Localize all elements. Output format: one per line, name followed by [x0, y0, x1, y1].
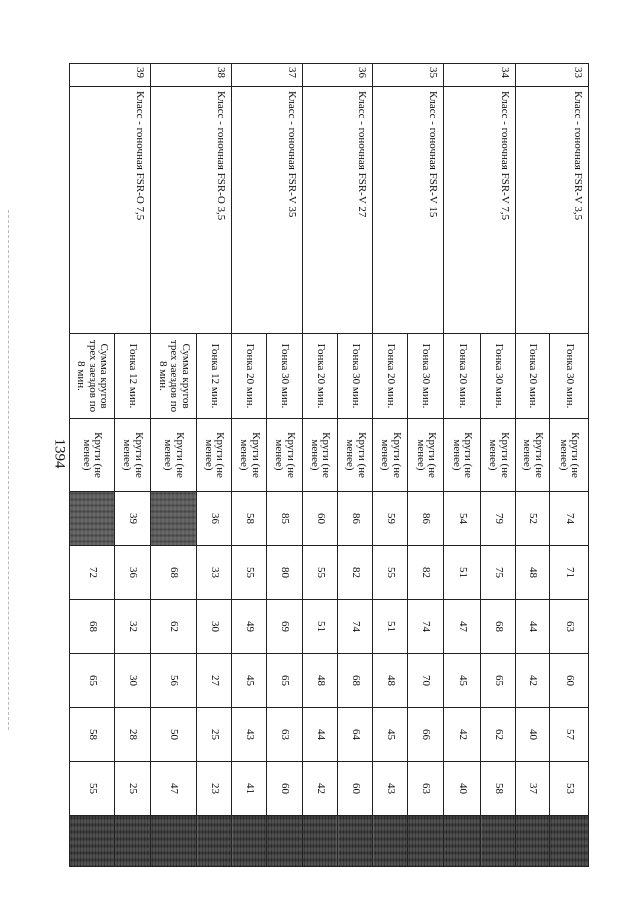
value-cell: 74: [549, 492, 588, 546]
value-cell: 58: [232, 492, 267, 546]
race-type-cell: Сумма кругов трех заездов по 8 мин.: [70, 334, 115, 419]
qualification-table: [69, 63, 589, 867]
unit-cell: Круги (не менее): [516, 419, 549, 492]
value-cell: 27: [196, 654, 231, 708]
value-cell: 82: [408, 546, 443, 600]
table-row: [196, 64, 231, 867]
value-cell: 47: [443, 600, 480, 654]
shaded-column-cell: [373, 816, 408, 867]
shaded-column-cell: [408, 816, 443, 867]
shaded-column-cell: [267, 816, 302, 867]
value-cell: 42: [516, 654, 549, 708]
shaded-column-cell: [151, 816, 197, 867]
shaded-column-cell: [232, 816, 267, 867]
unit-cell: Круги (не менее): [337, 419, 372, 492]
value-cell: 42: [302, 762, 337, 816]
scan-margin-line: [8, 210, 9, 730]
value-cell: 60: [549, 654, 588, 708]
row-number-cell: 39: [70, 64, 151, 87]
table-body: [70, 64, 589, 867]
race-type-cell: Сумма кругов трех заездов по 8 мин.: [151, 334, 197, 419]
value-cell: 45: [232, 654, 267, 708]
shaded-column-cell: [70, 816, 115, 867]
class-name-cell: Класс - гоночная FSR-V 3,5: [516, 87, 589, 334]
row-number-cell: 35: [373, 64, 444, 87]
shaded-column-cell: [196, 816, 231, 867]
table-row: [481, 64, 516, 867]
race-type-cell: Гонка 20 мин.: [302, 334, 337, 419]
value-cell: 25: [196, 708, 231, 762]
value-cell: 57: [549, 708, 588, 762]
class-name-cell: Класс - гоночная FSR-V 27: [302, 87, 373, 334]
race-type-cell: Гонка 30 мин.: [337, 334, 372, 419]
class-name-cell: Класс - гоночная FSR-O 7,5: [70, 87, 151, 334]
class-name-cell: Класс - гоночная FSR-V 35: [232, 87, 303, 334]
value-cell: 30: [114, 654, 150, 708]
race-type-cell: Гонка 20 мин.: [443, 334, 480, 419]
race-type-cell: Гонка 30 мин.: [408, 334, 443, 419]
unit-cell: Круги (не менее): [302, 419, 337, 492]
value-cell: 63: [549, 600, 588, 654]
shaded-column-cell: [481, 816, 516, 867]
value-cell: 49: [232, 600, 267, 654]
race-type-cell: Гонка 30 мин.: [267, 334, 302, 419]
value-cell: 75: [481, 546, 516, 600]
value-cell: 68: [337, 654, 372, 708]
shaded-column-cell: [302, 816, 337, 867]
page-number: 1394: [51, 438, 68, 469]
race-type-cell: Гонка 20 мин.: [232, 334, 267, 419]
value-cell: 58: [481, 762, 516, 816]
value-cell: 48: [373, 654, 408, 708]
race-type-cell: Гонка 12 мин.: [196, 334, 231, 419]
value-cell: 63: [267, 708, 302, 762]
rotated-table-frame: [69, 63, 589, 866]
race-type-cell: Гонка 30 мин.: [549, 334, 588, 419]
value-cell: 70: [408, 654, 443, 708]
value-cell: 44: [516, 600, 549, 654]
value-cell: 68: [151, 546, 197, 600]
value-cell: 48: [302, 654, 337, 708]
class-name-cell: Класс - гоночная FSR-V 7,5: [443, 87, 516, 334]
value-cell: 68: [481, 600, 516, 654]
value-cell: 40: [516, 708, 549, 762]
value-cell: 82: [337, 546, 372, 600]
shaded-column-cell: [516, 816, 549, 867]
unit-cell: Круги (не менее): [70, 419, 115, 492]
value-cell: 74: [337, 600, 372, 654]
value-cell: 47: [151, 762, 197, 816]
value-cell: 74: [408, 600, 443, 654]
unit-cell: Круги (не менее): [373, 419, 408, 492]
unit-cell: Круги (не менее): [232, 419, 267, 492]
value-cell: 40: [443, 762, 480, 816]
value-cell: 55: [373, 546, 408, 600]
unit-cell: Круги (не менее): [549, 419, 588, 492]
value-cell: 55: [302, 546, 337, 600]
value-cell: 36: [196, 492, 231, 546]
value-cell: 44: [302, 708, 337, 762]
value-cell: 85: [267, 492, 302, 546]
value-cell: 32: [114, 600, 150, 654]
value-cell: 64: [337, 708, 372, 762]
value-cell: 60: [267, 762, 302, 816]
table-row: [267, 64, 302, 867]
unit-cell: Круги (не менее): [443, 419, 480, 492]
value-cell: 59: [373, 492, 408, 546]
row-number-cell: 38: [151, 64, 232, 87]
value-cell: 28: [114, 708, 150, 762]
row-number-cell: 36: [302, 64, 373, 87]
value-cell: 48: [516, 546, 549, 600]
value-cell: 33: [196, 546, 231, 600]
race-type-cell: Гонка 20 мин.: [373, 334, 408, 419]
value-cell: 55: [232, 546, 267, 600]
table-row: [549, 64, 588, 867]
shaded-cell: [70, 492, 115, 546]
unit-cell: Круги (не менее): [196, 419, 231, 492]
row-number-cell: 33: [516, 64, 589, 87]
value-cell: 50: [151, 708, 197, 762]
class-name-cell: Класс - гоночная FSR-O 3,5: [151, 87, 232, 334]
value-cell: 65: [70, 654, 115, 708]
table-row: [337, 64, 372, 867]
value-cell: 66: [408, 708, 443, 762]
class-name-cell: Класс - гоночная FSR-V 15: [373, 87, 444, 334]
value-cell: 45: [443, 654, 480, 708]
value-cell: 51: [443, 546, 480, 600]
value-cell: 51: [302, 600, 337, 654]
value-cell: 68: [70, 600, 115, 654]
value-cell: 52: [516, 492, 549, 546]
value-cell: 51: [373, 600, 408, 654]
value-cell: 80: [267, 546, 302, 600]
value-cell: 37: [516, 762, 549, 816]
value-cell: 58: [70, 708, 115, 762]
value-cell: 30: [196, 600, 231, 654]
value-cell: 39: [114, 492, 150, 546]
unit-cell: Круги (не менее): [408, 419, 443, 492]
value-cell: 65: [267, 654, 302, 708]
value-cell: 71: [549, 546, 588, 600]
unit-cell: Круги (не менее): [151, 419, 197, 492]
row-number-cell: 37: [232, 64, 303, 87]
table-row: [408, 64, 443, 867]
value-cell: 86: [337, 492, 372, 546]
value-cell: 56: [151, 654, 197, 708]
shaded-column-cell: [443, 816, 480, 867]
unit-cell: Круги (не менее): [267, 419, 302, 492]
value-cell: 55: [70, 762, 115, 816]
unit-cell: Круги (не менее): [114, 419, 150, 492]
shaded-column-cell: [114, 816, 150, 867]
value-cell: 72: [70, 546, 115, 600]
value-cell: 62: [151, 600, 197, 654]
value-cell: 43: [373, 762, 408, 816]
race-type-cell: Гонка 20 мин.: [516, 334, 549, 419]
race-type-cell: Гонка 12 мин.: [114, 334, 150, 419]
value-cell: 63: [408, 762, 443, 816]
unit-cell: Круги (не менее): [481, 419, 516, 492]
value-cell: 42: [443, 708, 480, 762]
shaded-column-cell: [549, 816, 588, 867]
value-cell: 65: [481, 654, 516, 708]
value-cell: 86: [408, 492, 443, 546]
value-cell: 69: [267, 600, 302, 654]
shaded-column-cell: [337, 816, 372, 867]
value-cell: 60: [337, 762, 372, 816]
value-cell: 60: [302, 492, 337, 546]
table-row: [114, 64, 150, 867]
value-cell: 23: [196, 762, 231, 816]
value-cell: 62: [481, 708, 516, 762]
shaded-cell: [151, 492, 197, 546]
value-cell: 53: [549, 762, 588, 816]
value-cell: 43: [232, 708, 267, 762]
value-cell: 79: [481, 492, 516, 546]
value-cell: 25: [114, 762, 150, 816]
race-type-cell: Гонка 30 мин.: [481, 334, 516, 419]
value-cell: 41: [232, 762, 267, 816]
row-number-cell: 34: [443, 64, 516, 87]
value-cell: 45: [373, 708, 408, 762]
value-cell: 54: [443, 492, 480, 546]
value-cell: 36: [114, 546, 150, 600]
